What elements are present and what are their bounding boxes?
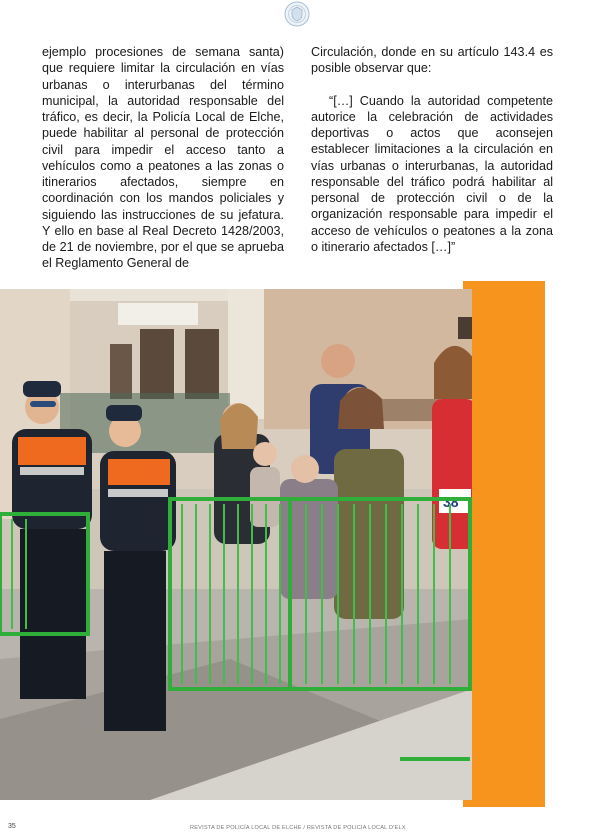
article-right-intro: Circulación, donde en su artículo 143.4 es posible observar que: bbox=[311, 45, 553, 76]
article-left-column bbox=[42, 44, 284, 272]
footer-publication-name: REVISTA DE POLICÍA LOCAL DE ELCHE / REVISTA DE POLICIA LOCAL D'ELX bbox=[190, 825, 406, 831]
article-right-column bbox=[311, 44, 553, 255]
legal-quote: “[…] Cuando la autoridad competente autorice la celebración de actividades deportivas o actos que aconsejen establecer limitaciones a la circulación en vías urbanas o interurbanas, la autoridad responsable del tráfico podrá habilitar al personal de protección civil o de la organización responsable para impedir el acceso de vehículos o peatones a la zona o itinerario afectados […]” bbox=[311, 93, 553, 254]
police-emblem-icon bbox=[284, 1, 310, 27]
orange-accent-block bbox=[463, 281, 545, 807]
runner-bib-number: 38 bbox=[443, 494, 459, 510]
article-left-text: ejemplo procesiones de semana santa) que requiere limitar la circulación en vías urbanas o interurbanas del término municipal, la autoridad responsable del tráfico, es decir, la Policía Local de Elche, puede habilitar al personal de protección civil para impedir el acceso tanto a vehículos como a peatones a las zonas o itinerarios afectados, siempre en coordinación con los mandos policiales y siguiendo las instrucciones de su jefatura. Y ello en base al Real Decreto 1428/2003, de 21 de noviembre, por el que se aprueba el Reglamento General de bbox=[42, 45, 284, 271]
page-number: 35 bbox=[8, 823, 16, 830]
event-photo bbox=[0, 289, 472, 800]
